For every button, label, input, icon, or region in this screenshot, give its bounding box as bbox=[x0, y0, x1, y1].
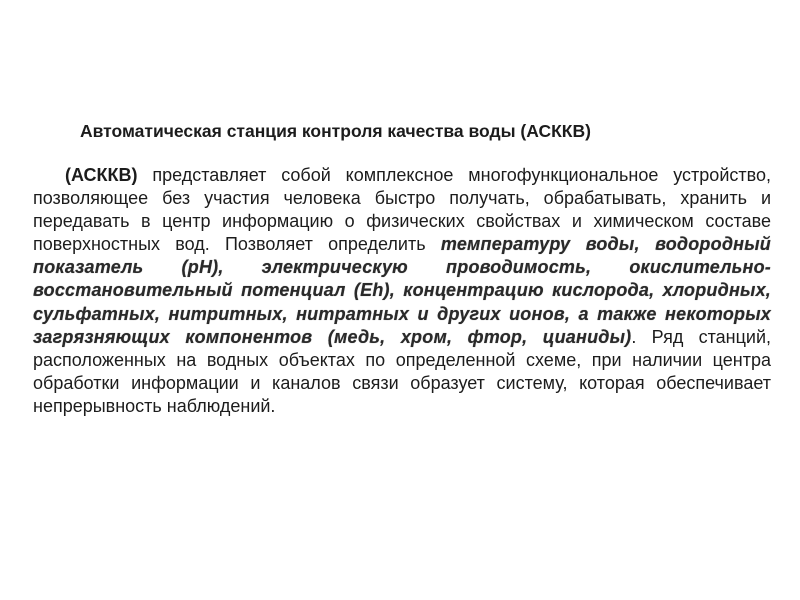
abbreviation-asccv: (АСККВ) bbox=[65, 165, 138, 185]
paragraph-outro: . Ряд станций, расположенных на водных объектах по определенной схеме, при наличии центра обработки информации и каналов связи образует систему, которая обеспечивает непрерывность наблюдений. bbox=[33, 326, 772, 416]
slide-title: Автоматическая станция контроля качества воды (АСККВ) bbox=[80, 121, 591, 141]
body-paragraph bbox=[33, 164, 771, 418]
measured-parameters: температуру воды, водородный показатель (pH), электрическую проводимость, окислительно-восстановительный потенциал (Eh), концентрацию кислорода, хлоридных, сульфатных, нитритных, нитратных и других ионов, а также некоторых загрязняющих компонентов (медь, хром, фтор, цианиды) bbox=[33, 234, 771, 347]
paragraph-intro: представляет собой комплексное многофункциональное устройство, позволяющее без участия человека быстро получать, обрабатывать, хранить и передавать в центр информацию о физических свойствах и химическом составе поверхностных вод. Позволяет определить bbox=[33, 165, 771, 255]
